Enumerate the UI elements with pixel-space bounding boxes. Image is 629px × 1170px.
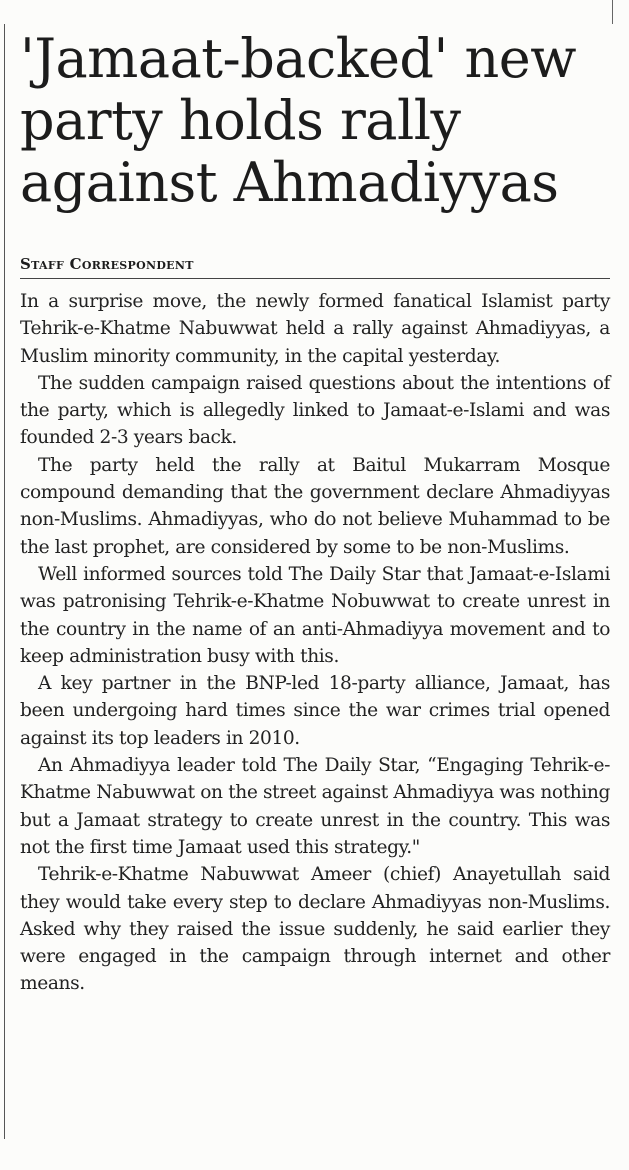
column-rule-left <box>4 24 5 1139</box>
paragraph: An Ahmadiyya leader told The Daily Star, “Engaging Tehrik-e-Khatme Nabuwwat on the street against Ahmadiyya was nothing but a Jamaat strategy to create unrest in the country. This was not the first time Jamaat used this strategy." <box>20 755 610 858</box>
article-body <box>20 288 610 998</box>
paragraph: A key partner in the BNP-led 18-party alliance, Jamaat, has been undergoing hard times since the war crimes trial opened against its top leaders in 2010. <box>20 673 610 749</box>
paragraph: Tehrik-e-Khatme Nabuwwat Ameer (chief) Anayetullah said they would take every step to declare Ahmadiyyas non-Muslims. Asked why they raised the issue suddenly, he said earlier they were engaged in the campaign through internet and other means. <box>20 864 610 995</box>
byline-divider <box>20 278 610 279</box>
column-rule-right <box>612 0 613 24</box>
paragraph: Well informed sources told The Daily Star that Jamaat-e-Islami was patronising Tehrik-e-Khatme Nobuwwat to create unrest in the country in the name of an anti-Ahmadiyya movement and to keep administration busy with this. <box>20 563 610 667</box>
paragraph: The party held the rally at Baitul Mukarram Mosque compound demanding that the government declare Ahmadiyyas non-Muslims. Ahmadiyyas, who do not believe Muhammad to be the last prophet, are considered by some to be non-Muslims. <box>20 454 610 558</box>
paragraph: The sudden campaign raised questions about the intentions of the party, which is allegedly linked to Jamaat-e-Islami and was founded 2-3 years back. <box>20 372 610 449</box>
headline: 'Jamaat-backed' new party holds rally against Ahmadiyyas <box>20 27 576 214</box>
byline: Staff Correspondent <box>20 255 194 273</box>
paragraph: In a surprise move, the newly formed fanatical Islamist party Tehrik-e-Khatme Nabuwwat held a rally against Ahmadiyyas, a Muslim minority community, in the capital yesterday. <box>20 291 610 367</box>
